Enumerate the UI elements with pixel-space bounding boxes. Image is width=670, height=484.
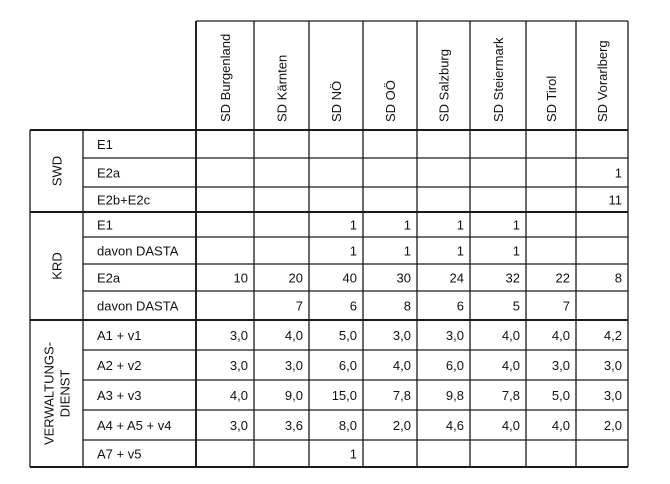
table-cell-value: 9,8	[445, 388, 464, 403]
table-cell-value: 4,0	[501, 358, 520, 373]
table-cell-value: 30	[396, 270, 411, 286]
row-label: A3 + v3	[97, 388, 142, 403]
table-cell-value: 1	[403, 243, 411, 259]
table-cell-value: 4,0	[392, 358, 411, 373]
table-cell-value: 2,0	[392, 418, 411, 433]
table-cell-value: 6	[456, 298, 464, 314]
table-cell-value: 40	[342, 270, 357, 286]
column-header: SD Kärnten	[274, 54, 290, 122]
row-label: E2a	[97, 165, 121, 181]
table-cell-value: 4,6	[445, 418, 464, 433]
table-cell-value: 1	[349, 243, 357, 259]
row-label: davon	[97, 298, 133, 314]
row-label: E2a	[97, 270, 121, 286]
table-cell-value: 1	[456, 243, 464, 259]
group-label: DIENST	[57, 369, 73, 418]
table-cell-value: 8	[403, 298, 411, 314]
table-cell-value: 32	[505, 270, 520, 286]
table-cell-value: 6	[349, 298, 357, 314]
table-cell-value: 6,0	[338, 358, 357, 373]
row-label: A1 + v1	[97, 328, 142, 343]
row-label: A7 + v5	[97, 446, 142, 462]
column-header: SD NÖ	[329, 80, 344, 122]
table-cell-value: 3,0	[603, 388, 622, 403]
table-cell-value: 4,0	[501, 418, 520, 433]
table-cell-value: 7	[295, 298, 303, 314]
table-cell-value: 9,0	[284, 388, 303, 403]
table-cell-value: 3,0	[229, 358, 248, 373]
table-cell-value: 7,8	[392, 388, 411, 403]
table-cell-value: 24	[449, 270, 464, 286]
table-cell-value: 5,0	[338, 328, 357, 343]
table-cell-value: 6,0	[445, 358, 464, 373]
table-cell-value: 1	[349, 217, 357, 233]
table-cell-value: 3,6	[284, 418, 303, 433]
table-cell-value: 5	[512, 298, 520, 314]
table-cell-value: 15,0	[331, 388, 357, 403]
table-cell-value: 11	[608, 192, 622, 208]
row-label: E1	[97, 137, 113, 152]
table-cell-value: 3,0	[603, 358, 622, 373]
table-cell-value: 4,0	[501, 328, 520, 343]
table-cell-value: 5,0	[551, 388, 570, 403]
table-cell-value: 22	[555, 270, 570, 286]
table-cell-value: 3,0	[392, 328, 411, 343]
table-cell-value: 4,0	[284, 328, 303, 343]
table-cell-value: 4,0	[551, 418, 570, 433]
column-header: SD Burgenland	[218, 33, 233, 122]
table-cell-value: 1	[403, 217, 411, 233]
table-cell-value: 1	[349, 446, 357, 462]
row-sublabel: DASTA	[136, 298, 179, 314]
column-header: SD Vorarlberg	[595, 40, 610, 122]
table-cell-value: 3,0	[284, 358, 303, 373]
table-cell-value: 7	[562, 298, 570, 314]
row-sublabel: DASTA	[136, 243, 179, 259]
table-cell-value: 1	[512, 243, 520, 259]
table-cell-value: 1	[512, 217, 520, 233]
table-cell-value: 2,0	[603, 418, 622, 433]
group-label: KRD	[49, 252, 65, 280]
row-label: davon	[97, 243, 133, 259]
column-header: SD OÖ	[383, 80, 398, 122]
row-label: A4 + A5 + v4	[97, 418, 172, 433]
table-cell-value: 3,0	[445, 328, 464, 343]
column-header: SD Tirol	[544, 75, 559, 122]
column-header: SD Steiermark	[491, 37, 506, 122]
table-cell-value: 10	[233, 270, 248, 286]
table-cell-value: 3,0	[229, 418, 248, 433]
table-cell-value: 4,0	[229, 388, 248, 403]
group-label: SWD	[49, 155, 65, 187]
row-label: A2 + v2	[97, 358, 142, 373]
table-cell-value: 1	[614, 165, 622, 181]
table-cell-value: 3,0	[229, 328, 248, 343]
table-cell-value: 20	[288, 270, 303, 286]
column-header: SD Salzburg	[436, 49, 452, 122]
table-cell-value: 3,0	[551, 358, 570, 373]
group-label: VERWALTUNGS-	[41, 341, 57, 446]
row-label: E1	[97, 217, 113, 233]
table-cell-value: 4,2	[603, 328, 622, 343]
table-cell-value: 4,0	[551, 328, 570, 343]
table-cell-value: 8	[614, 270, 622, 286]
table-cell-value: 7,8	[501, 388, 520, 403]
table-cell-value: 1	[456, 217, 464, 233]
table-cell-value: 8,0	[338, 418, 357, 433]
row-label: E2b+E2c	[97, 192, 151, 208]
